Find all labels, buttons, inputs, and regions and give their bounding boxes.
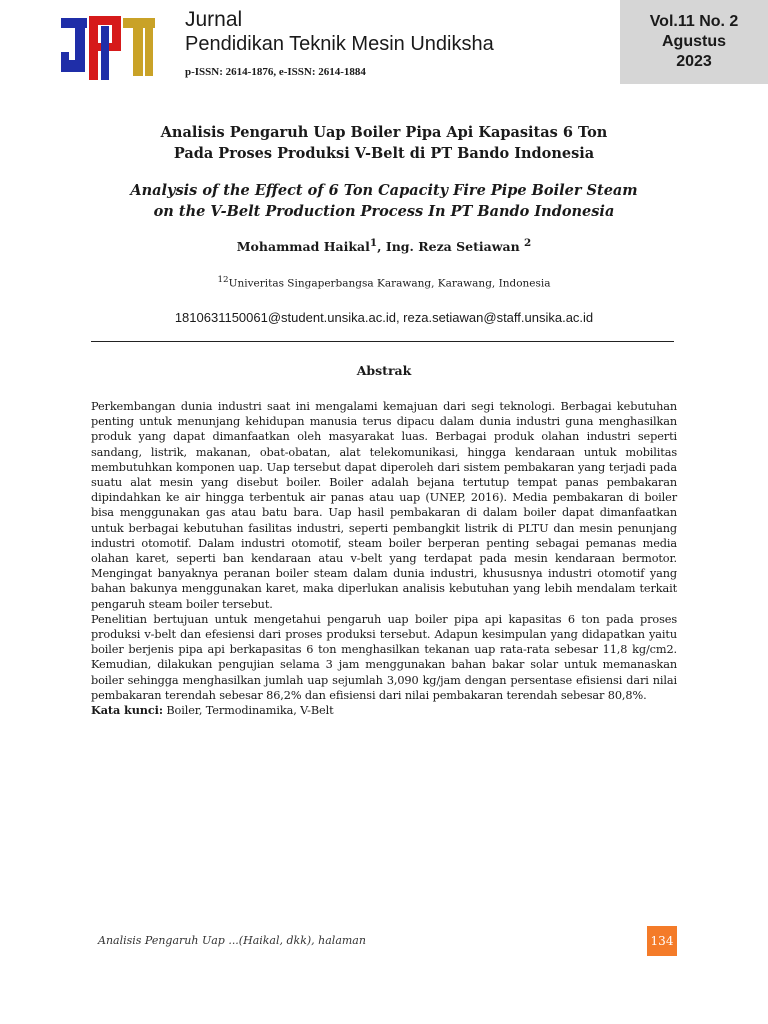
author-name: Ing. Reza Setiawan <box>385 239 520 255</box>
author-affil-mark: 2 <box>524 237 532 249</box>
keywords-line <box>91 703 677 718</box>
abstract-paragraph: Penelitian bertujuan untuk mengetahui pengaruh uap boiler pipa api kapasitas 6 ton pada proses produksi v-belt dan efesiensi dari proses produksi tersebut. Adapun kesimpulan yang didapatkan yaitu boiler berjenis pipa api berkapasitas 6 ton menghasilkan tekanan uap rata-rata sebesar 11,8 kg/cm2. Kemudian, dilakukan pengujian selama 3 jam menggunakan bahan bakar solar untuk memanaskan boiler sehingga menghasilkan jumlah uap sejumlah 3,090 kg/jam dengan persentase efisiensi dari nilai pembakaran terendah sebesar 86,2% dan efisiensi dari nilai pembakaran terendah sebesar 80,8%. <box>91 612 677 702</box>
keywords-text: Boiler, Termodinamika, V-Belt <box>162 704 334 718</box>
author-affil-mark: 1 <box>369 237 378 249</box>
title-id-line2: Pada Proses Produksi V-Belt di PT Bando Indonesia <box>173 145 595 162</box>
author-list <box>90 237 678 254</box>
affiliation-text: Univeritas Singaperbangsa Karawang, Karawang, Indonesia <box>228 277 551 290</box>
page-number: 134 <box>647 926 677 956</box>
abstract-body <box>91 399 677 718</box>
abstract-heading: Abstrak <box>356 363 412 378</box>
journal-name <box>185 8 494 56</box>
issue-month: Agustus <box>662 33 726 50</box>
author-name: Mohammad Haikal <box>236 239 370 255</box>
abstract-paragraph: Perkembangan dunia industri saat ini mengalami kemajuan dari segi teknologi. Berbagai kebutuhan penting untuk menunjang kehidupan manusia terus dipacu dalam dunia industri guna menghasilkan produk yang dapat dimanfaatkan oleh masyarakat luas. Berbagai produk olahan industri seperti sandang, listrik, makanan, obat-obatan, alat telekomunikasi, hingga kendaraan untuk mobilitas membutuhkan komponen uap. Uap tersebut dapat diperoleh dari sistem pembakaran yang terjadi pada suatu alat mesin yang disebut boiler. Boiler adalah bejana tertutup tempat panas pembakaran dipindahkan ke air hingga terbentuk air panas atau uap (UNEP, 2016). Media pembakaran di boiler bisa menggunakan gas atau batu bara. Uap hasil pembakaran di dalam boiler dapat dimanfaatkan untuk berbagai kebutuhan fasilitas industri, seperti pembangkit listrik di PLTU dan mesin penunjang industri otomotif. Dalam industri otomotif, steam boiler berperan penting sebagai pemanas media olahan karet, seperti ban kendaraan atau v-belt yang terdapat pada mesin kendaraan bermotor. Mengingat banyaknya peranan boiler steam dalam dunia industri, khususnya industri otomotif yang bahan bakunya menggunakan karet, maka diperlukan analisis kebutuhan yang lebih mendalam terkait pengaruh steam boiler tersebut. <box>91 400 677 611</box>
journal-name-line1: Jurnal <box>185 8 243 31</box>
footer-citation: Analisis Pengaruh Uap ...(Haikal, dkk), halaman <box>98 934 366 947</box>
issue-year: 2023 <box>676 53 712 70</box>
issn-line: p-ISSN: 2614-1876, e-ISSN: 2614-1884 <box>185 66 366 78</box>
paper-title-indonesian <box>90 122 678 164</box>
affiliation <box>90 275 678 290</box>
header-divider <box>91 341 674 342</box>
title-en-line2: on the V-Belt Production Process In PT Bando Indonesia <box>153 203 615 220</box>
title-en-line1: Analysis of the Effect of 6 Ton Capacity Fire Pipe Boiler Steam <box>130 182 638 199</box>
paper-title-english <box>90 180 678 222</box>
journal-logo <box>57 12 157 84</box>
title-id-line1: Analisis Pengaruh Uap Boiler Pipa Api Kapasitas 6 Ton <box>160 124 608 141</box>
volume-box <box>620 0 768 84</box>
journal-name-line2: Pendidikan Teknik Mesin Undiksha <box>185 33 494 55</box>
author-emails: 1810631150061@student.unsika.ac.id, reza.setiawan@staff.unsika.ac.id <box>174 310 594 325</box>
author-separator: , <box>377 239 386 255</box>
volume-label: Vol.11 No. 2 <box>649 13 739 30</box>
affiliation-mark: 12 <box>217 275 229 285</box>
keywords-label: Kata kunci: <box>91 703 163 718</box>
